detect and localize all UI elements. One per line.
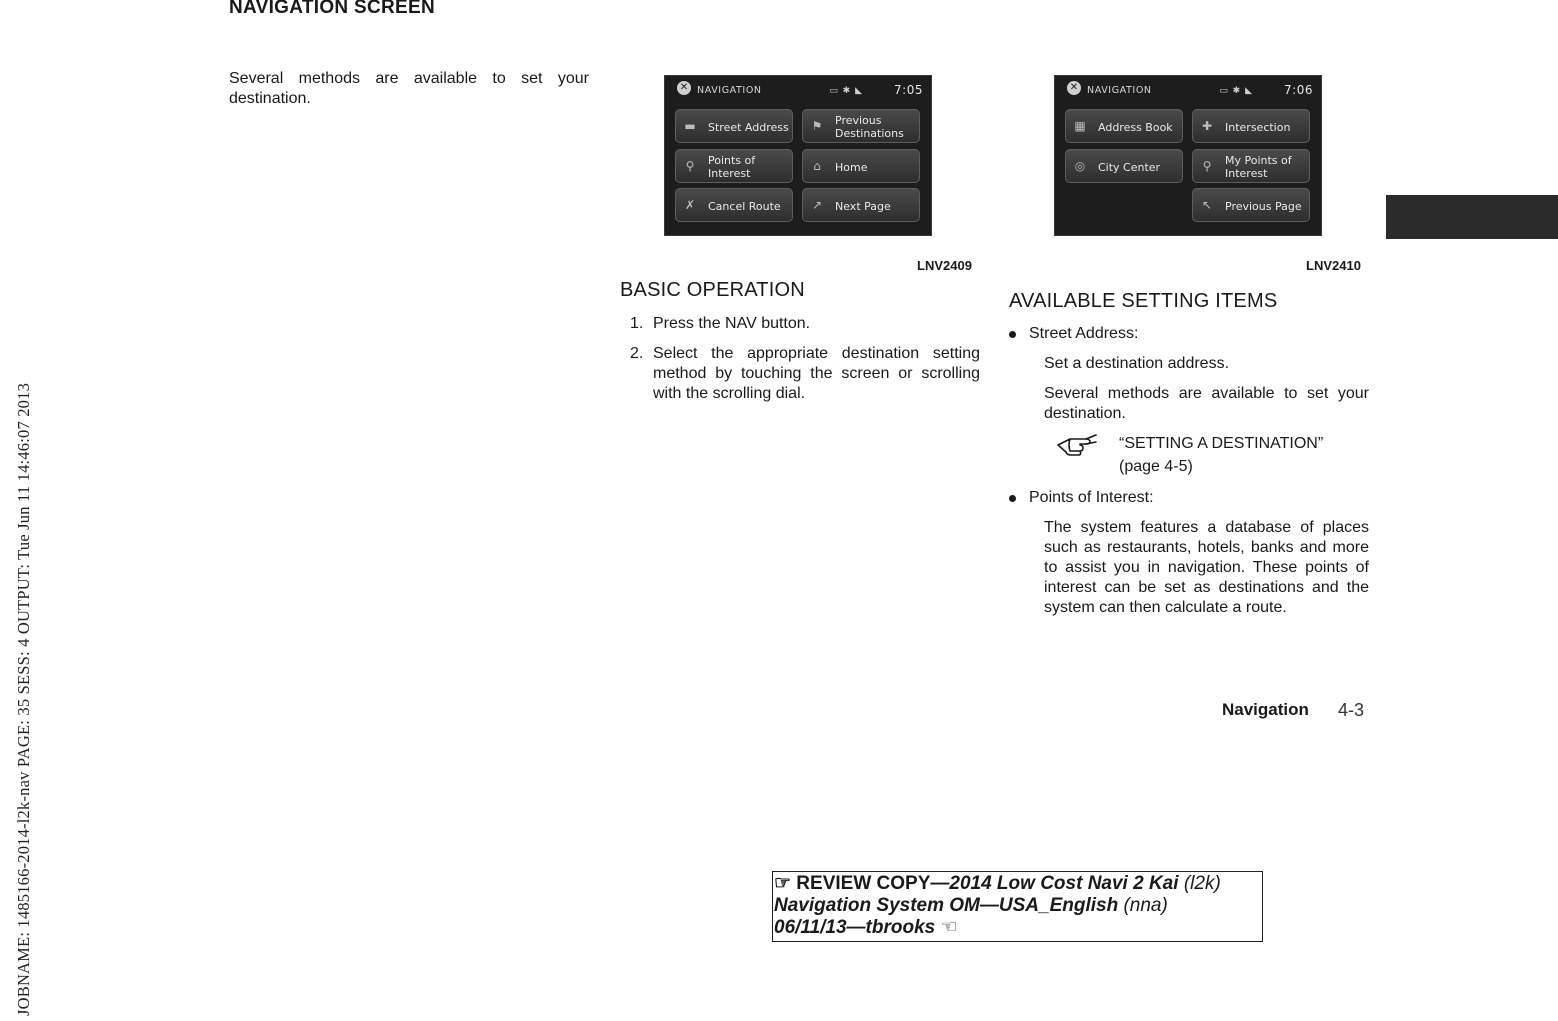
step-number: 2. <box>630 345 644 362</box>
footer-section: Navigation <box>1222 700 1309 719</box>
navigation-logo-icon: ✕ <box>677 81 691 95</box>
button-label: My Points of Interest <box>1225 154 1292 180</box>
basic-operation-heading: BASIC OPERATION <box>620 279 805 301</box>
review-prefix: ☞ REVIEW COPY— <box>774 873 950 894</box>
xref-page[interactable]: (page 4-5) <box>1119 458 1193 475</box>
screen-topbar <box>1055 76 1321 104</box>
bullet-dot <box>1009 495 1016 502</box>
cancel-route-icon: ✗ <box>684 198 696 212</box>
address-book-button[interactable] <box>1065 109 1183 143</box>
previous-destinations-icon: ⚑ <box>811 119 823 133</box>
review-subtitle: Navigation System OM—USA_English <box>774 895 1119 916</box>
next-page-button[interactable] <box>802 188 920 222</box>
street-address-icon: ▬ <box>684 119 696 133</box>
next-page-icon: ↗ <box>811 198 823 212</box>
job-metadata-text: JOBNAME: 1485166-2014-l2k-nav PAGE: 35 SESS: 4 OUTPUT: Tue Jun 11 14:46:07 2013 <box>14 382 33 1016</box>
button-label: Cancel Route <box>708 199 781 213</box>
review-line-1 <box>774 873 1262 895</box>
available-items-heading: AVAILABLE SETTING ITEMS <box>1009 290 1278 312</box>
figure-code-1: LNV2409 <box>917 258 972 273</box>
button-label: Next Page <box>835 199 891 213</box>
map-pin-icon: ⚲ <box>685 159 695 173</box>
cancel-route-button[interactable] <box>675 188 793 222</box>
navigation-logo-icon: ✕ <box>1067 81 1081 95</box>
job-metadata-line <box>0 0 33 1021</box>
intersection-icon: ✚ <box>1201 119 1213 133</box>
button-label: Intersection <box>1225 120 1291 134</box>
previous-destinations-button[interactable] <box>802 109 920 143</box>
button-label: Home <box>835 160 868 174</box>
review-title: 2014 Low Cost Navi 2 Kai <box>949 873 1179 894</box>
bullet-dot <box>1009 331 1016 338</box>
home-icon: ⌂ <box>813 159 821 173</box>
review-copy-box <box>772 871 1263 942</box>
button-label: City Center <box>1098 160 1161 174</box>
status-icons: ▭ ✱ ◣ <box>1219 86 1253 96</box>
city-center-button[interactable] <box>1065 149 1183 183</box>
home-button[interactable] <box>802 149 920 183</box>
previous-page-icon: ↖ <box>1201 198 1213 212</box>
status-icons: ▭ ✱ ◣ <box>829 86 863 96</box>
button-label: Previous Page <box>1225 199 1302 213</box>
intro-paragraph: Several methods are available to set your destination. <box>229 70 589 107</box>
footer-page-number: 4-3 <box>1338 700 1365 720</box>
screen-clock: 7:05 <box>894 83 923 97</box>
review-code: (l2k) <box>1178 873 1221 894</box>
step-text: Press the NAV button. <box>653 315 811 332</box>
button-label: Address Book <box>1098 120 1173 134</box>
screen-title: NAVIGATION <box>1087 85 1152 96</box>
nav-screen-1 <box>664 75 932 236</box>
review-hand-icon: ☜ <box>935 917 958 938</box>
xref-title[interactable]: “SETTING A DESTINATION” <box>1119 435 1324 452</box>
screen-topbar <box>665 76 931 104</box>
section-title: NAVIGATION SCREEN <box>229 0 436 18</box>
chapter-tab <box>1386 195 1558 239</box>
previous-page-button[interactable] <box>1192 188 1310 222</box>
step-item <box>620 344 980 404</box>
button-label: Points of Interest <box>708 154 756 180</box>
step-text: Select the appropriate destination setting method by touching the screen or scrolling with the scrolling dial. <box>653 345 980 402</box>
basic-operation-steps <box>620 314 980 414</box>
figure-code-2: LNV2410 <box>1306 258 1361 273</box>
intersection-button[interactable] <box>1192 109 1310 143</box>
pointing-hand-icon <box>1056 431 1098 457</box>
street-address-desc: Set a destination address. <box>1044 355 1230 372</box>
poi-description: The system features a database of places such as restaurants, hotels, banks and more to assist you in navigation. These points of interest can be set as destinations and the system can then calculate a route. <box>1044 519 1369 616</box>
street-address-note: Several methods are available to set your destination. <box>1044 385 1369 422</box>
nav-screen-2 <box>1054 75 1322 236</box>
step-item <box>620 314 980 334</box>
address-book-icon: ▦ <box>1074 119 1086 133</box>
points-of-interest-button[interactable] <box>675 149 793 183</box>
review-line-2 <box>774 895 1262 917</box>
review-code-2: (nna) <box>1118 895 1168 916</box>
review-date: 06/11/13—tbrooks <box>774 917 936 938</box>
my-points-of-interest-button[interactable] <box>1192 149 1310 183</box>
bullet-label: Points of Interest: <box>1029 489 1154 506</box>
bullet-label: Street Address: <box>1029 325 1139 342</box>
city-center-icon: ◎ <box>1074 159 1086 173</box>
my-poi-icon: ⚲ <box>1202 159 1212 173</box>
screen-title: NAVIGATION <box>697 85 762 96</box>
button-label: Previous Destinations <box>835 114 904 140</box>
step-number: 1. <box>630 315 644 332</box>
button-label: Street Address <box>708 120 789 134</box>
review-line-3 <box>774 917 1262 939</box>
screen-clock: 7:06 <box>1284 83 1313 97</box>
street-address-button[interactable] <box>675 109 793 143</box>
